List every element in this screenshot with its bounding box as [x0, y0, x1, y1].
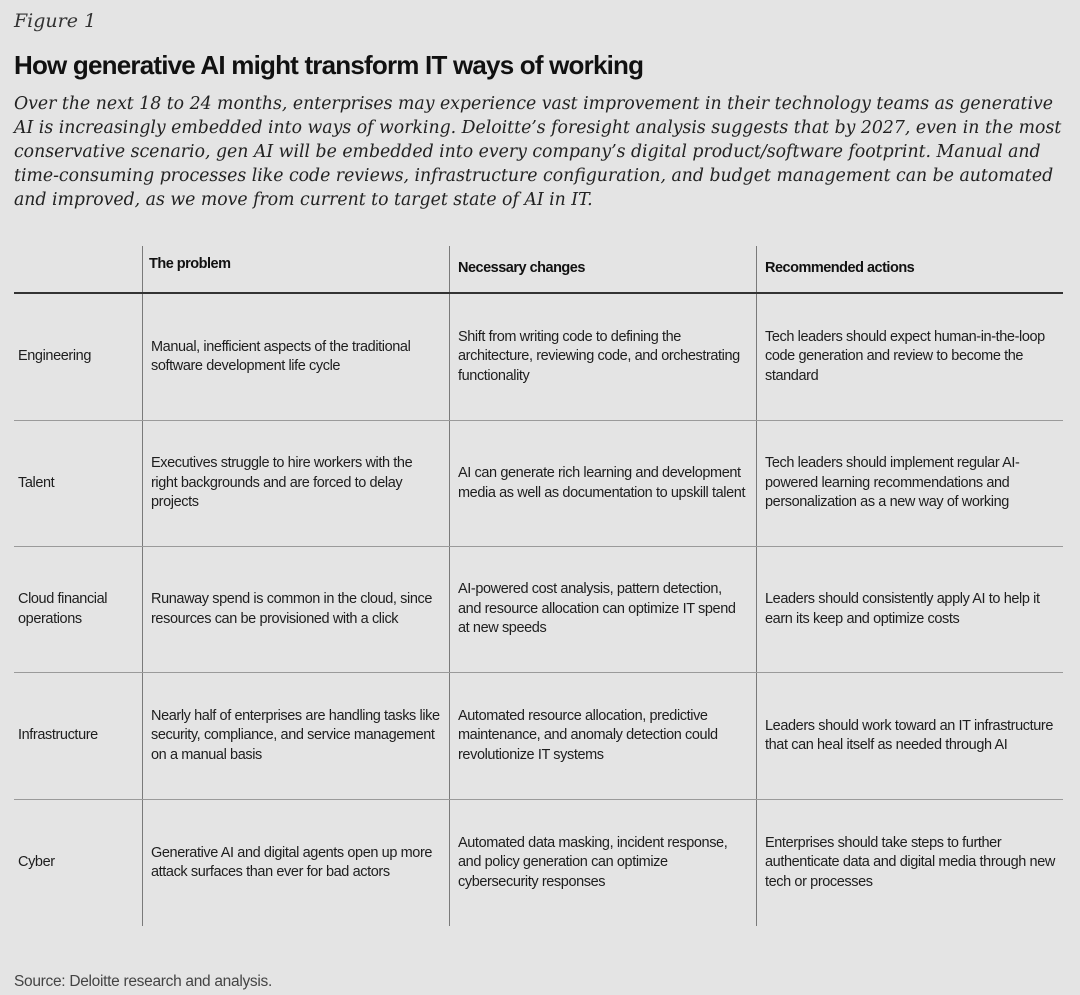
table-row: [0, 800, 1080, 926]
actions-cell: Tech leaders should implement regular AI-powered learning recommendations and personalization as a new way of working: [765, 455, 1020, 511]
row-label: Cloud financial operations: [18, 591, 108, 627]
figure-title: How generative AI might transform IT ways of working: [14, 50, 644, 80]
actions-cell: Enterprises should take steps to further authenticate data and digital media through new tech or processes: [765, 834, 1055, 890]
changes-cell: Shift from writing code to defining the architecture, reviewing code, and orchestrating functionality: [458, 328, 740, 384]
problem-cell: Nearly half of enterprises are handling tasks like security, compliance, and service management on a manual basis: [151, 707, 440, 763]
changes-cell: AI can generate rich learning and development media as well as documentation to upskill talent: [458, 465, 746, 501]
actions-cell: Tech leaders should expect human-in-the-loop code generation and review to become the standard: [765, 328, 1045, 384]
changes-cell: Automated data masking, incident response, and policy generation can optimize cybersecurity responses: [458, 834, 728, 890]
intro-paragraph: Over the next 18 to 24 months, enterprises may experience vast improvement in their technology teams as generative AI is increasingly embedded into ways of working. Deloitte’s foresight analysis suggests that by 2027, even in the most conservative scenario, gen AI will be embedded into every company’s digital product/software footprint. Manual and time-consuming processes like code reviews, infrastructure configuration, and budget management can be automated and improved, as we move from current to target state of AI in IT.: [14, 94, 1062, 210]
figure-label: Figure 1: [14, 10, 97, 32]
actions-cell: Leaders should consistently apply AI to help it earn its keep and optimize costs: [765, 591, 1040, 627]
problem-cell: Generative AI and digital agents open up more attack surfaces than ever for bad actors: [151, 844, 433, 880]
table-row: [0, 547, 1080, 672]
column-header-changes: Necessary changes: [458, 260, 585, 276]
changes-cell: Automated resource allocation, predictive maintenance, and anomaly detection could revolutionize IT systems: [458, 707, 718, 763]
row-label: Talent: [18, 474, 55, 491]
source-note: Source: Deloitte research and analysis.: [14, 973, 272, 990]
changes-cell: AI-powered cost analysis, pattern detection, and resource allocation can optimize IT spend at new speeds: [458, 581, 736, 637]
table-row: [0, 421, 1080, 546]
problem-cell: Manual, inefficient aspects of the traditional software development life cycle: [151, 338, 411, 374]
problem-cell: Runaway spend is common in the cloud, since resources can be provisioned with a click: [151, 591, 433, 627]
row-label: Cyber: [18, 854, 55, 871]
table-row: [0, 294, 1080, 420]
problem-cell: Executives struggle to hire workers with the right backgrounds and are forced to delay projects: [151, 455, 413, 511]
row-label: Infrastructure: [18, 727, 98, 744]
row-label: Engineering: [18, 348, 91, 365]
column-header-problem: The problem: [149, 256, 231, 272]
column-header-actions: Recommended actions: [765, 260, 915, 276]
actions-cell: Leaders should work toward an IT infrastructure that can heal itself as needed through AI: [765, 717, 1054, 753]
table-row: [0, 673, 1080, 799]
